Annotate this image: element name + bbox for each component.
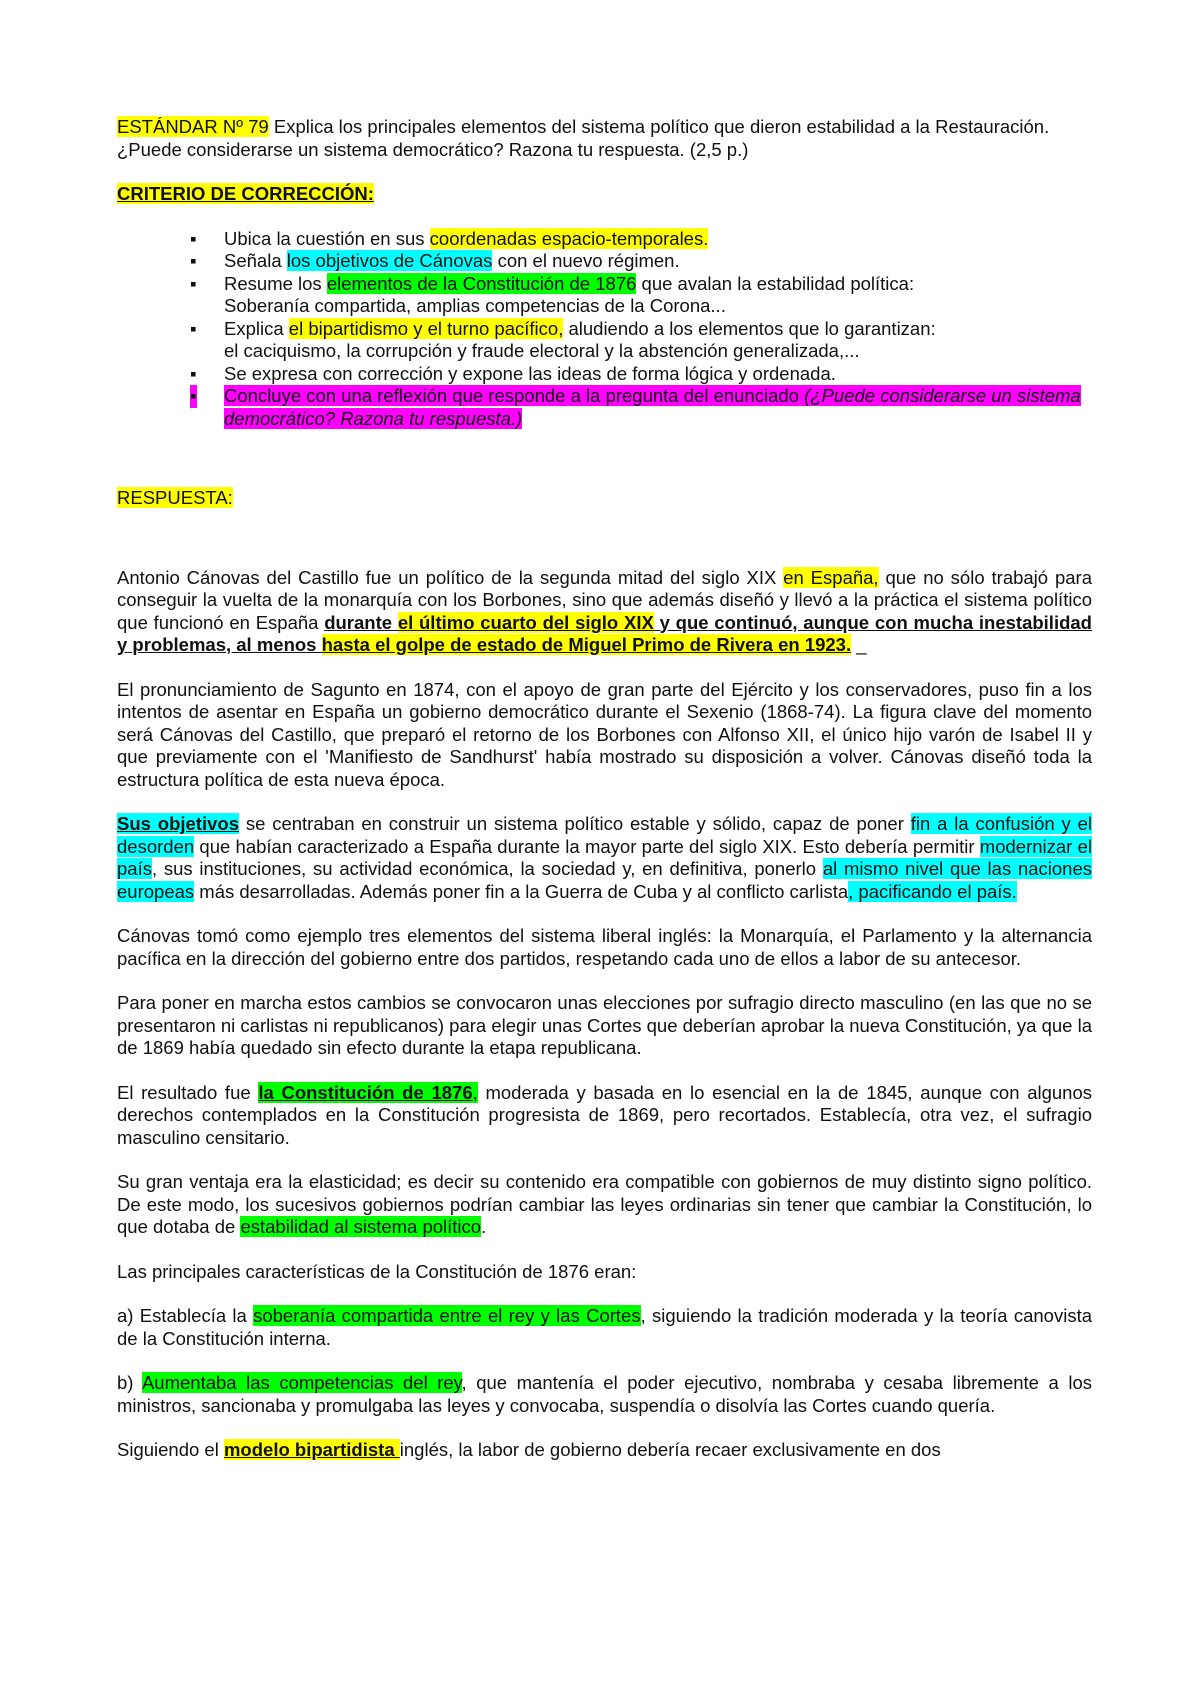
criteria-title: CRITERIO DE CORRECCIÓN:: [117, 183, 374, 204]
criteria-item-conclusion: ▪ Concluye con una reflexión que responde a la pregunta del enunciado (¿Puede considerarse un sistema democrático? Razona tu respuesta.): [190, 385, 1081, 429]
criteria-list: [117, 228, 1092, 431]
answer-paragraph-7: Su gran ventaja era la elasticidad; es decir su contenido era compatible con gobiernos de muy distinto signo político. De este modo, los sucesivos gobiernos podrían cambiar las leyes ordinarias sin tener que cambiar la Constitución, lo que dotaba de estabilidad al sistema político.: [117, 1171, 1092, 1237]
answer-paragraph-2: El pronunciamiento de Sagunto en 1874, con el apoyo de gran parte del Ejército y los conservadores, puso fin a los intentos de asentar en España un gobierno democrático durante el Sexenio (1868-74). La figura clave del momento será Cánovas del Castillo, que preparó el retorno de los Borbones con Alfonso XII, el único hijo varón de Isabel II y que previamente con el 'Manifiesto de Sandhurst' había mostrado su disposición a volver. Cánovas diseñó toda la estructura política de esta nueva época.: [117, 678, 1092, 790]
bullet-icon: ▪: [190, 250, 197, 271]
answer-paragraph-8: Las principales características de la Constitución de 1876 eran:: [117, 1260, 637, 1282]
bullet-icon: ▪: [190, 272, 197, 294]
answer-paragraph-5: Para poner en marcha estos cambios se convocaron unas elecciones por sufragio directo masculino (en las que no se presentaron ni carlistas ni republicanos) para elegir unas Cortes que deberían aprobar la nueva Constitución, ya que la de 1869 había quedado sin efecto durante la etapa republicana.: [117, 992, 1092, 1058]
bullet-icon: ▪: [190, 227, 197, 249]
criteria-item: ▪ Ubica la cuestión en sus coordenadas espacio-temporales.: [190, 227, 709, 249]
answer-paragraph-9: a) Establecía la soberanía compartida entre el rey y las Cortes, siguiendo la tradición moderada y la teoría canovista de la Constitución interna.: [117, 1305, 1092, 1349]
answer-paragraph-10: b) Aumentaba las competencias del rey, que mantenía el poder ejecutivo, nombraba y cesaba libremente a los ministros, sancionaba y promulgaba las leyes y convocaba, suspendía o disolvía las Cortes cuando quería.: [117, 1372, 1092, 1416]
bullet-icon: ▪: [190, 362, 197, 384]
answer-paragraph-11: Siguiendo el modelo bipartidista inglés, la labor de gobierno debería recaer exclusivamente en dos: [117, 1439, 941, 1460]
answer-paragraph-3: Sus objetivos se centraban en construir un sistema político estable y sólido, capaz de poner fin a la confusión y el desorden que habían caracterizado a España durante la mayor parte del siglo XIX. Esto debería permitir modernizar el país, sus instituciones, su actividad económica, la sociedad y, en definitiva, ponerlo al mismo nivel que las naciones europeas más desarrolladas. Además poner fin a la Guerra de Cuba y al conflicto carlista, pacificando el país.: [117, 813, 1092, 902]
document-page: [117, 116, 1092, 1462]
criteria-item: ▪ Resume los elementos de la Constitución de 1876 que avalan la estabilidad política: Soberanía compartida, amplias competencias de la Corona...: [190, 272, 915, 316]
standard-statement: [117, 116, 1092, 161]
answer-paragraph-6: El resultado fue la Constitución de 1876, moderada y basada en lo esencial en la de 1845, aunque con algunos derechos contemplados en la Constitución progresista de 1869, pero recortados. Establecía, otra vez, el sufragio masculino censitario.: [117, 1081, 1092, 1148]
standard-text: Explica los principales elementos del sistema político que dieron estabilidad a la Restauración. ¿Puede considerarse un sistema democrático? Razona tu respuesta. (2,5 p.): [117, 116, 1050, 160]
highlight: el bipartidismo y el turno pacífico,: [288, 317, 564, 339]
criteria-item: ▪ Señala los objetivos de Cánovas con el nuevo régimen.: [190, 250, 680, 271]
standard-tag: ESTÁNDAR Nº 79: [117, 116, 269, 137]
bullet-icon: ▪: [190, 317, 197, 339]
bullet-icon: ▪: [190, 385, 197, 406]
highlight: coordenadas espacio-temporales.: [429, 227, 709, 249]
highlight: los objetivos de Cánovas: [286, 250, 493, 271]
criteria-item: ▪ Se expresa con corrección y expone las ideas de forma lógica y ordenada.: [190, 362, 836, 384]
criteria-item: ▪ Explica el bipartidismo y el turno pacífico, aludiendo a los elementos que lo garantizan: el caciquismo, la corrupción y fraude electoral y la abstención generalizada,...: [190, 317, 936, 361]
highlight: elementos de la Constitución de 1876: [326, 272, 637, 294]
answer-paragraph-1: Antonio Cánovas del Castillo fue un político de la segunda mitad del siglo XIX en España, que no sólo trabajó para conseguir la vuelta de la monarquía con los Borbones, sino que además diseñó y llevó a la práctica el sistema político que funcionó en España durante el último cuarto del siglo XIX y que continuó, aunque con mucha inestabilidad y problemas, al menos hasta el golpe de estado de Miguel Primo de Rivera en 1923. _: [117, 566, 1092, 655]
answer-paragraph-4: Cánovas tomó como ejemplo tres elementos del sistema liberal inglés: la Monarquía, el Parlamento y la alternancia pacífica en la dirección del gobierno entre dos partidos, respetando cada uno de ellos a labor de su antecesor.: [117, 925, 1092, 969]
answer-title: RESPUESTA:: [117, 487, 233, 508]
